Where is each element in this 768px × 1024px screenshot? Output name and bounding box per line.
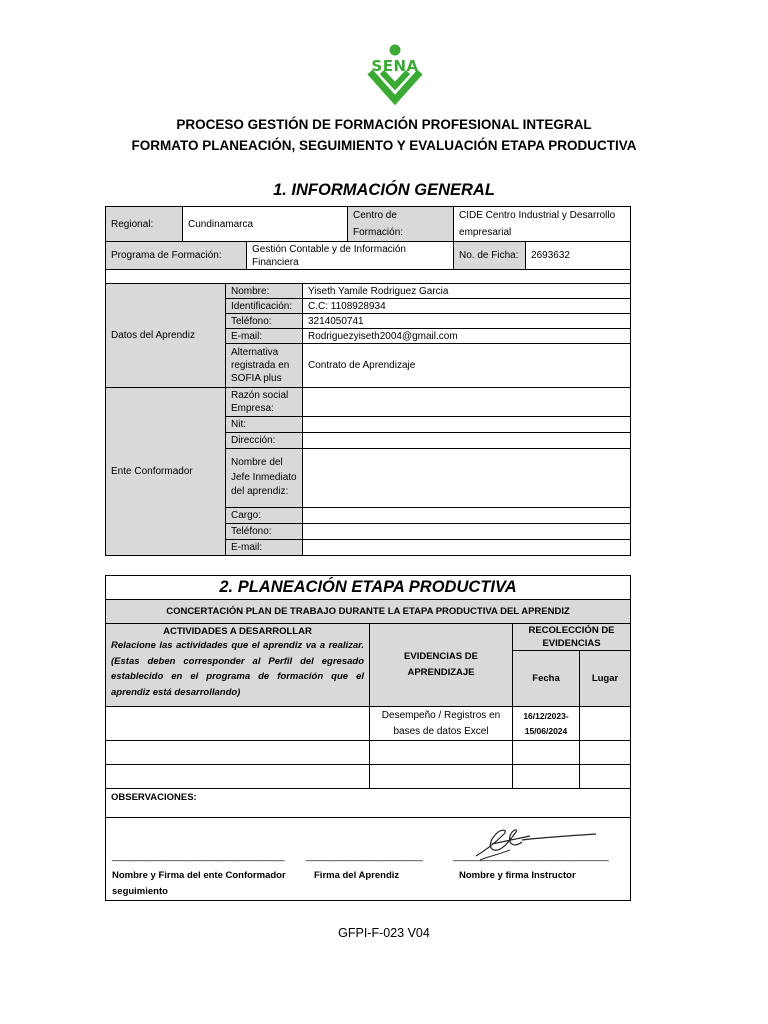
sig-instructor-label: Nombre y firma Instructor <box>459 870 576 881</box>
lugar-row-3 <box>580 765 631 789</box>
ente-razon-label: Razón social Empresa: <box>226 388 303 417</box>
ente-tel-value <box>303 524 631 540</box>
fecha-header: Fecha <box>513 651 580 707</box>
section2-title: 2. PLANEACIÓN ETAPA PRODUCTIVA <box>106 576 631 600</box>
ente-dir-value <box>303 433 631 449</box>
fecha-row-3 <box>513 765 580 789</box>
centro-label: Centro de Formación: <box>348 207 454 242</box>
sig-line-instructor: ____________________________ <box>453 851 609 862</box>
spacer-row <box>106 270 631 284</box>
evidencias-header: EVIDENCIAS DE APRENDIZAJE <box>370 624 513 707</box>
aprendiz-tel-value: 3214050741 <box>303 314 631 329</box>
actividad-row-3 <box>106 765 370 789</box>
header-line-1: PROCESO GESTIÓN DE FORMACIÓN PROFESIONAL INTEGRAL <box>176 117 592 132</box>
lugar-row-2 <box>580 741 631 765</box>
ente-tel-label: Teléfono: <box>226 524 303 540</box>
ficha-label: No. de Ficha: <box>454 242 526 270</box>
ente-jefe-value <box>303 449 631 508</box>
sig-ente-label: Nombre y Firma del ente Conformador seguimiento <box>112 870 286 897</box>
programa-label: Programa de Formación: <box>106 242 247 270</box>
actividades-header-cell <box>106 624 370 707</box>
aprendiz-id-label: Identificación: <box>226 299 303 314</box>
sig-line-ente: _______________________________ <box>112 851 285 862</box>
regional-value: Cundinamarca <box>183 207 348 242</box>
ente-jefe-label: Nombre del Jefe Inmediato del aprendiz: <box>226 449 303 508</box>
aprendiz-nombre-label: Nombre: <box>226 284 303 299</box>
section2-subtitle: CONCERTACIÓN PLAN DE TRABAJO DURANTE LA ETAPA PRODUCTIVA DEL APRENDIZ <box>106 600 631 624</box>
recoleccion-header: RECOLECCIÓN DE EVIDENCIAS <box>513 624 631 651</box>
ente-razon-value <box>303 388 631 417</box>
ente-email-label: E-mail: <box>226 540 303 556</box>
actividades-note: Relacione las actividades que el aprendiz va a realizar. (Estas deben corresponder al Perfil del egresado establecido en el programa de formación que el aprendiz está desarrollando) <box>111 640 364 698</box>
aprendiz-alt-value: Contrato de Aprendizaje <box>303 344 631 388</box>
footer-code: GFPI-F-023 V04 <box>338 926 430 940</box>
ente-label: Ente Conformador <box>106 388 226 556</box>
ente-cargo-value <box>303 508 631 524</box>
actividad-row-1 <box>106 707 370 741</box>
section1-title: 1. INFORMACIÓN GENERAL <box>273 181 495 199</box>
evidencia-row-2 <box>370 741 513 765</box>
evidencia-row-3 <box>370 765 513 789</box>
centro-value: CIDE Centro Industrial y Desarrollo empresarial <box>454 207 631 242</box>
aprendiz-label: Datos del Aprendiz <box>106 284 226 388</box>
ente-dir-label: Dirección: <box>226 433 303 449</box>
actividades-header: ACTIVIDADES A DESARROLLAR <box>163 626 312 637</box>
fecha-row-1: 16/12/2023-15/06/2024 <box>513 707 580 741</box>
actividad-row-2 <box>106 741 370 765</box>
ente-nit-value <box>303 417 631 433</box>
aprendiz-tel-label: Teléfono: <box>226 314 303 329</box>
sena-logo <box>362 44 428 106</box>
planeacion-table <box>105 575 631 901</box>
sena-logo-icon <box>362 44 428 106</box>
sig-aprendiz-label: Firma del Aprendiz <box>314 870 400 881</box>
aprendiz-alt-label: Alternativa registrada en SOFIA plus <box>226 344 303 388</box>
aprendiz-ente-table <box>105 283 631 556</box>
regional-label: Regional: <box>106 207 183 242</box>
header-line-2: FORMATO PLANEACIÓN, SEGUIMIENTO Y EVALUACIÓN ETAPA PRODUCTIVA <box>131 138 637 153</box>
ficha-value: 2693632 <box>526 242 631 270</box>
programa-value: Gestión Contable y de Información Financiera <box>247 242 454 270</box>
evidencia-row-1: Desempeño / Registros en bases de datos Excel <box>370 707 513 741</box>
aprendiz-id-value: C.C: 1108928934 <box>303 299 631 314</box>
aprendiz-email-label: E-mail: <box>226 329 303 344</box>
aprendiz-nombre-value: Yiseth Yamile Rodriguez Garcia <box>303 284 631 299</box>
general-info-table <box>105 206 631 284</box>
logo-text: SENA <box>371 57 419 75</box>
ente-nit-label: Nit: <box>226 417 303 433</box>
sig-line-aprendiz: _____________________ <box>306 851 423 862</box>
ente-email-value <box>303 540 631 556</box>
ente-cargo-label: Cargo: <box>226 508 303 524</box>
aprendiz-email-value: Rodriguezyiseth2004@gmail.com <box>303 329 631 344</box>
signatures-cell <box>106 818 631 901</box>
lugar-header: Lugar <box>580 651 631 707</box>
observaciones-label: OBSERVACIONES: <box>106 789 631 818</box>
fecha-row-2 <box>513 741 580 765</box>
lugar-row-1 <box>580 707 631 741</box>
